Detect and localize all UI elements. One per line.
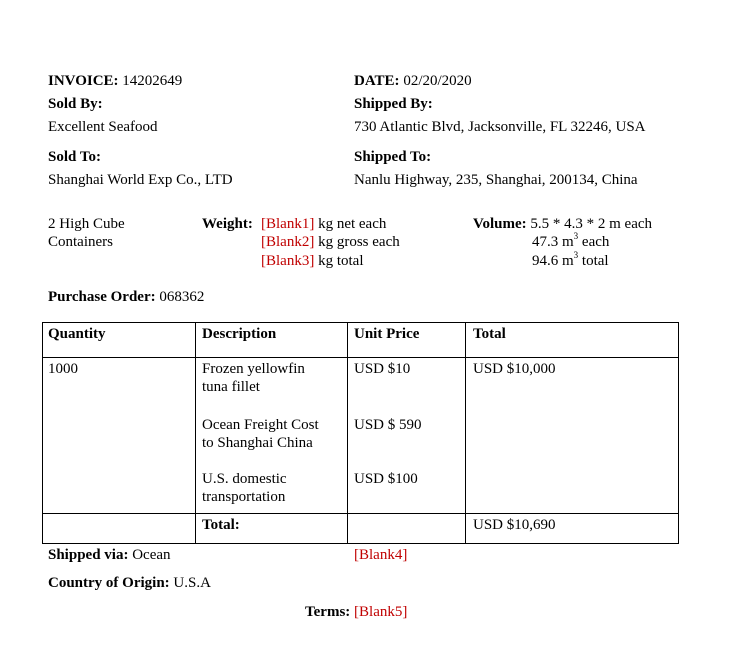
item-desc-1: Frozen yellowfin tuna fillet [202, 361, 305, 395]
date-value: 02/20/2020 [403, 73, 472, 89]
shipped-by-value: 730 Atlantic Blvd, Jacksonville, FL 32246, USA [354, 119, 646, 135]
terms-label: Terms: [305, 604, 351, 620]
origin-label: Country of Origin: [48, 575, 170, 591]
shipped-by-label: Shipped By: [354, 96, 433, 112]
shipped-via-value: Ocean [128, 547, 171, 563]
shipped-via [48, 546, 171, 564]
total-label: Total: [202, 517, 240, 533]
volume-label: Volume: [473, 216, 527, 232]
blank3: [Blank3] [261, 253, 315, 269]
weight-row-gross: [Blank2] kg gross each [261, 234, 400, 250]
item-price-1: USD $10 [354, 361, 411, 377]
purchase-order [48, 288, 204, 306]
sold-by-value: Excellent Seafood [48, 119, 158, 135]
purchase-order-value: 068362 [155, 289, 205, 305]
header-total: Total [473, 326, 506, 342]
header-description: Description [202, 326, 277, 342]
blank2: [Blank2] [261, 234, 315, 250]
weight-label: Weight: [202, 216, 253, 232]
line-total-cell: USD $10,000 [473, 361, 556, 377]
volume-line3: 94.6 $m^3$ total [532, 250, 609, 269]
sold-to-label: Sold To: [48, 149, 101, 165]
blank1: [Blank1] [261, 216, 315, 232]
header-unit-price: Unit Price [354, 326, 420, 342]
weight-row-net: [Blank1] kg net each [261, 216, 387, 232]
containers-line2: Containers [48, 234, 113, 250]
blank5: [Blank5] [354, 604, 408, 620]
shipped-to-label: Shipped To: [354, 149, 432, 165]
origin-value: U.S.A [169, 575, 211, 591]
shipped-to-value: Nanlu Highway, 235, Shanghai, 200134, China [354, 172, 638, 188]
date-label: DATE: [354, 73, 400, 89]
invoice-line [48, 72, 182, 90]
containers-line1: 2 High Cube [48, 216, 125, 232]
blank4: [Blank4] [354, 547, 408, 563]
sold-to-value: Shanghai World Exp Co., LTD [48, 172, 233, 188]
header-quantity: Quantity [48, 326, 106, 342]
grand-total: USD $10,690 [473, 517, 556, 533]
terms [305, 603, 407, 621]
volume-line2: 47.3 $m^3$ each [532, 231, 610, 250]
weight-row-total: [Blank3] kg total [261, 253, 364, 269]
quantity-cell: 1000 [48, 361, 78, 377]
invoice-label: INVOICE: [48, 73, 119, 89]
sold-by-label: Sold By: [48, 96, 103, 112]
purchase-order-label: Purchase Order: [48, 289, 156, 305]
item-desc-2: Ocean Freight Cost to Shanghai China [202, 417, 319, 451]
shipped-via-label: Shipped via: [48, 547, 129, 563]
invoice-number: 14202649 [122, 73, 183, 89]
volume-line1: Volume: 5.5 * 4.3 * 2 m each [473, 216, 653, 232]
item-price-2: USD $ 590 [354, 417, 422, 433]
item-desc-3: U.S. domestic transportation [202, 471, 287, 505]
date-line [354, 72, 472, 90]
item-price-3: USD $100 [354, 471, 418, 487]
country-of-origin [48, 574, 211, 592]
